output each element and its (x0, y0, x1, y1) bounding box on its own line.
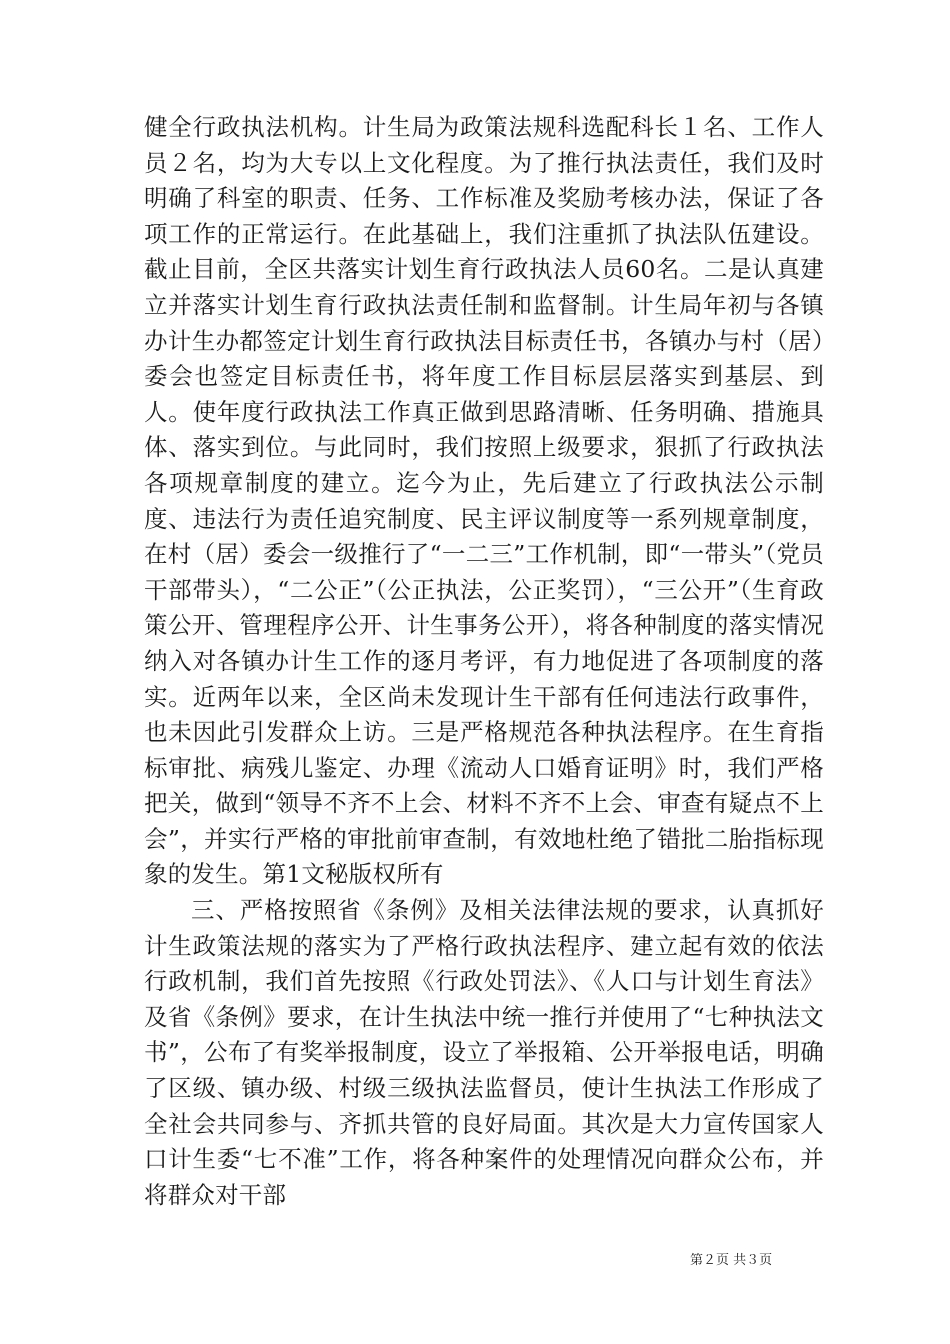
paragraph-1: 健全行政执法机构。计生局为政策法规科选配科长１名、工作人员２名，均为大专以上文化程度。为了推行执法责任，我们及时明确了科室的职责、任务、工作标准及奖励考核办法，保证了各项工作的正常运行。在此基础上，我们注重抓了执法队伍建设。截止目前，全区共落实计划生育行政执法人员60名。二是认真建立并落实计划生育行政执法责任制和监督制。计生局年初与各镇办计生办都签定计划生育行政执法目标责任书，各镇办与村（居）委会也签定目标责任书，将年度工作目标层层落实到基层、到人。使年度行政执法工作真正做到思路清晰、任务明确、措施具体、落实到位。与此同时，我们按照上级要求，狠抓了行政执法各项规章制度的建立。迄今为止，先后建立了行政执法公示制度、违法行为责任追究制度、民主评议制度等一系列规章制度，在村（居）委会一级推行了“一二三”工作机制，即“一带头”（党员干部带头），“二公正”（公正执法，公正奖罚），“三公开”（生育政策公开、管理程序公开、计生事务公开），将各种制度的落实情况纳入对各镇办计生工作的逐月考评，有力地促进了各项制度的落实。近两年以来，全区尚未发现计生干部有任何违法行政事件，也未因此引发群众上访。三是严格规范各种执法程序。在生育指标审批、病残儿鉴定、办理《流动人口婚育证明》时，我们严格把关，做到“领导不齐不上会、材料不齐不上会、审查有疑点不上会”，并实行严格的审批前审查制，有效地杜绝了错批二胎指标现象的发生。第1文秘版权所有 (144, 113, 824, 889)
page-number-footer: 第２页 共３页 (690, 1253, 773, 1268)
paragraph-2: 三、严格按照省《条例》及相关法律法规的要求，认真抓好计生政策法规的落实为了严格行政执法程序、建立起有效的依法行政机制，我们首先按照《行政处罚法》、《人口与计划生育法》及省《条例》要求，在计生执法中统一推行并使用了“七种执法文书”，公布了有奖举报制度，设立了举报箱、公开举报电话，明确了区级、镇办级、村级三级执法监督员，使计生执法工作形成了全社会共同参与、齐抓共管的良好局面。其次是大力宣传国家人口计生委“七不准”工作，将各种案件的处理情况向群众公布，并将群众对干部 (144, 896, 824, 1209)
document-body (144, 110, 824, 1213)
